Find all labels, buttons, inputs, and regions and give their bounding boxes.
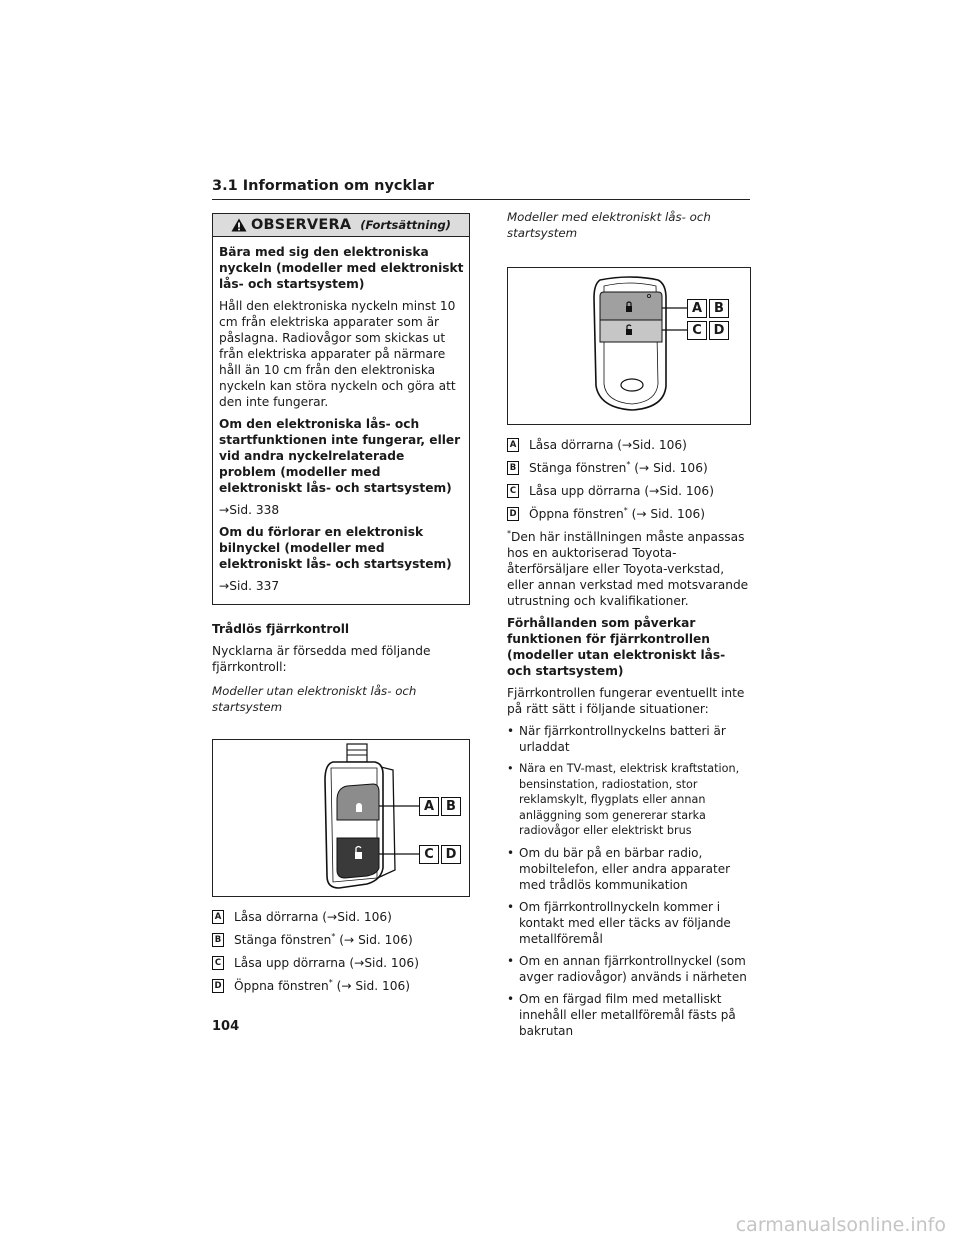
legend-text: Låsa upp dörrarna (→Sid. 106) bbox=[529, 484, 714, 498]
smart-key-icon bbox=[508, 268, 750, 424]
list-item: • Om en annan fjärrkontrollnyckel (som avger radiovågor) används i närheten bbox=[507, 953, 751, 985]
list-item: • Om en färgad film med metalliskt innehåll eller metallföremål fästs på bakrutan bbox=[507, 991, 751, 1039]
label-b: B bbox=[709, 299, 729, 318]
legend-text-wrap bbox=[234, 932, 413, 948]
footnote-star: * bbox=[623, 505, 628, 515]
warning-box bbox=[212, 213, 470, 605]
remote-key-figure bbox=[212, 739, 470, 897]
legend-item bbox=[507, 483, 751, 499]
legend-item bbox=[507, 506, 751, 522]
legend-text: Låsa dörrarna (→Sid. 106) bbox=[234, 910, 392, 924]
legend-text: Stänga fönstren bbox=[529, 461, 627, 475]
warning-header bbox=[213, 214, 469, 237]
label-cd bbox=[419, 845, 461, 864]
legend-badge: D bbox=[507, 507, 519, 521]
legend-text: Öppna fönstren bbox=[234, 979, 329, 993]
warning-heading-2: Om den elektroniska lås- och startfunktionen inte fungerar, eller vid andra nyckelrelaterade problem (modeller med elektroniskt lås- och startsystem) bbox=[219, 417, 461, 495]
legend-text: Stänga fönstren bbox=[234, 933, 332, 947]
label-ab bbox=[687, 299, 729, 318]
footnote-star: * bbox=[328, 977, 333, 987]
label-d: D bbox=[709, 321, 729, 340]
label-ab bbox=[419, 797, 461, 816]
list-item: • Nära en TV-mast, elektrisk kraftstation, bensinstation, radiostation, stor reklamskylt, flygplats eller annan anläggning som genererar starka radiovågor eller elektriskt brus bbox=[507, 761, 751, 839]
list-item: • Om fjärrkontrollnyckeln kommer i kontakt med eller täcks av följande metallföremål bbox=[507, 899, 751, 947]
legend-text: Låsa dörrarna (→Sid. 106) bbox=[529, 438, 687, 452]
warning-text-2: →Sid. 338 bbox=[219, 503, 280, 517]
page-number: 104 bbox=[212, 1019, 240, 1034]
footnote-star: * bbox=[331, 931, 336, 941]
remote-key-icon bbox=[213, 740, 469, 896]
warning-triangle-icon bbox=[231, 218, 247, 232]
legend-ref: (→ Sid. 106) bbox=[630, 461, 708, 475]
legend-badge: B bbox=[507, 461, 519, 475]
label-d: D bbox=[441, 845, 461, 864]
legend-item bbox=[507, 460, 751, 476]
label-b: B bbox=[441, 797, 461, 816]
warning-body bbox=[213, 237, 469, 594]
legend-ref: (→ Sid. 106) bbox=[332, 979, 411, 993]
conditions-intro: Fjärrkontrollen fungerar eventuellt inte på rätt sätt i följande situationer: bbox=[507, 686, 745, 716]
footnote bbox=[507, 529, 751, 609]
legend-badge: D bbox=[212, 979, 224, 993]
legend-text: Öppna fönstren bbox=[529, 507, 624, 521]
legend-text-wrap bbox=[234, 978, 410, 994]
legend-badge: A bbox=[507, 438, 519, 452]
label-a: A bbox=[419, 797, 439, 816]
warning-text-3: →Sid. 337 bbox=[219, 579, 280, 593]
warning-text-1: Håll den elektroniska nyckeln minst 10 cm från elektriska apparater som är påslagna. Radiovågor som skickas ut från elektriska apparater på närmare håll än 10 cm från den elektroniska nyckeln kan störa nyckeln och göra att den inte fungerar. bbox=[219, 299, 456, 409]
list-item: • Om du bär på en bärbar radio, mobiltelefon, eller andra apparater med trådlös kommunikation bbox=[507, 845, 751, 893]
legend-text-wrap bbox=[529, 506, 705, 522]
legend-right bbox=[507, 437, 751, 522]
list-item: • När fjärrkontrollnyckelns batteri är urladdat bbox=[507, 723, 751, 755]
footnote-star: * bbox=[626, 459, 631, 469]
section-header: 3.1 Information om nycklar bbox=[212, 178, 750, 200]
remote-heading: Trådlös fjärrkontroll bbox=[212, 622, 350, 636]
conditions-heading: Förhållanden som påverkar funktionen för fjärrkontrollen (modeller utan elektroniskt lås- och startsystem) bbox=[507, 616, 726, 678]
warning-title: OBSERVERA bbox=[251, 217, 352, 233]
legend-badge: C bbox=[507, 484, 519, 498]
left-column bbox=[212, 213, 470, 1001]
legend-item bbox=[212, 909, 470, 925]
conditions-list bbox=[507, 723, 751, 1039]
warning-heading-1: Bära med sig den elektroniska nyckeln (modeller med elektroniskt lås- och startsystem) bbox=[219, 245, 464, 291]
legend-ref: (→ Sid. 106) bbox=[627, 507, 706, 521]
legend-badge: A bbox=[212, 910, 224, 924]
footnote-text: Den här inställningen måste anpassas hos en auktoriserad Toyota-återförsäljare eller Toyota-verkstad, eller annan verkstad med motsvarande utrustning och kvalifikationer. bbox=[507, 530, 749, 608]
label-cd bbox=[687, 321, 729, 340]
watermark: carmanualsonline.info bbox=[735, 1214, 946, 1236]
label-c: C bbox=[419, 845, 439, 864]
legend-badge: C bbox=[212, 956, 224, 970]
legend-badge: B bbox=[212, 933, 224, 947]
legend-item bbox=[212, 978, 470, 994]
legend-left bbox=[212, 909, 470, 994]
warning-continued: (Fortsättning) bbox=[360, 218, 451, 232]
legend-item bbox=[212, 932, 470, 948]
legend-item bbox=[507, 437, 751, 453]
right-column bbox=[507, 209, 751, 1045]
smart-key-figure bbox=[507, 267, 751, 425]
footnote-star: * bbox=[507, 528, 511, 538]
model-caption-left: Modeller utan elektroniskt lås- och startsystem bbox=[212, 684, 417, 714]
model-caption-right: Modeller med elektroniskt lås- och startsystem bbox=[507, 210, 711, 240]
label-c: C bbox=[687, 321, 707, 340]
label-a: A bbox=[687, 299, 707, 318]
legend-ref: (→ Sid. 106) bbox=[335, 933, 413, 947]
remote-intro: Nycklarna är försedda med följande fjärrkontroll: bbox=[212, 644, 431, 674]
legend-text-wrap bbox=[529, 460, 708, 476]
legend-text: Låsa upp dörrarna (→Sid. 106) bbox=[234, 956, 419, 970]
warning-heading-3: Om du förlorar en elektronisk bilnyckel (modeller med elektroniskt lås- och startsystem) bbox=[219, 525, 452, 571]
legend-item bbox=[212, 955, 470, 971]
